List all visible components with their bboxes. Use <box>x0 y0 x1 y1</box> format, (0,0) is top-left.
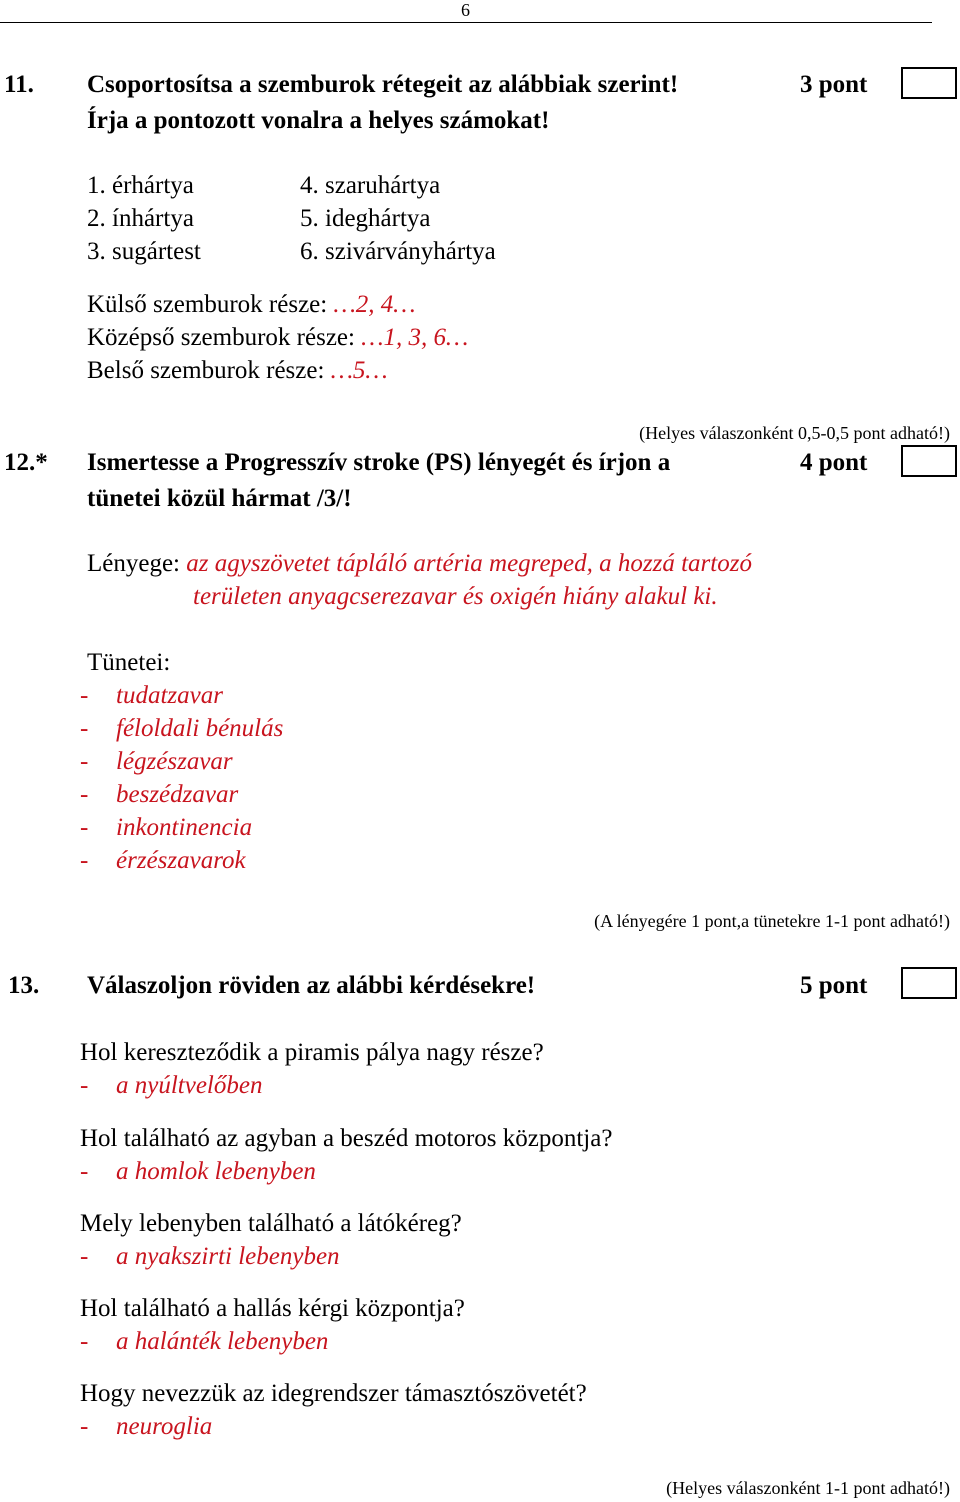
q12-essence <box>87 549 752 579</box>
q12-points: 4 pont <box>800 449 868 476</box>
q11-item-4: 4. szaruhártya <box>300 172 441 199</box>
q11-title-line2: Írja a pontozott vonalra a helyes számokat! <box>87 107 550 134</box>
q12-title-line2: tünetei közül hármat /3/! <box>87 485 352 512</box>
q13-answer-text: a nyúltvelőben <box>116 1072 263 1099</box>
q11-answer-middle-value[interactable]: …1, 3, 6… <box>361 324 469 351</box>
q13-question: Mely lebenyben található a látókéreg? <box>80 1210 462 1237</box>
q11-answer-outer-label: Külső szemburok része: <box>87 291 328 318</box>
q11-title: Csoportosítsa a szemburok rétegeit az alábbiak szerint! <box>87 71 679 98</box>
q13-answer-text: neuroglia <box>116 1413 213 1440</box>
q11-answer-middle <box>87 323 468 353</box>
page-number: 6 <box>461 0 470 20</box>
list-dash: - <box>80 1413 89 1440</box>
header-rule <box>0 22 932 23</box>
q11-points: 3 pont <box>800 71 868 98</box>
q12-symptom-text: inkontinencia <box>116 814 253 841</box>
q12-score-box[interactable] <box>901 445 957 477</box>
q11-answer-inner-label: Belső szemburok része: <box>87 357 325 384</box>
q11-answer-outer-value[interactable]: …2, 4… <box>333 291 416 318</box>
q11-item-1: 1. érhártya <box>87 172 194 199</box>
q13-score-box[interactable] <box>901 967 957 999</box>
q12-symptom-item[interactable] <box>80 846 246 876</box>
q11-item-6: 6. szivárványhártya <box>300 238 496 265</box>
q12-symptom-text: érzészavarok <box>116 847 246 874</box>
q11-answer-inner-value[interactable]: …5… <box>330 357 388 384</box>
q13-answer-text: a homlok lebenyben <box>116 1158 316 1185</box>
list-dash: - <box>80 1158 89 1185</box>
q11-scoring-note: (Helyes válaszonként 0,5-0,5 pont adható!) <box>639 423 950 443</box>
q13-answer[interactable] <box>80 1071 262 1101</box>
list-dash: - <box>80 715 89 742</box>
list-dash: - <box>80 781 89 808</box>
q12-symptom-item[interactable] <box>80 681 223 711</box>
q12-symptom-text: féloldali bénulás <box>116 715 284 742</box>
q12-number: 12.* <box>4 449 48 476</box>
q13-question: Hol található a hallás kérgi központja? <box>80 1295 465 1322</box>
q11-item-5: 5. ideghártya <box>300 205 431 232</box>
q11-score-box[interactable] <box>901 67 957 99</box>
q12-title: Ismertesse a Progresszív stroke (PS) lényegét és írjon a <box>87 449 671 476</box>
q12-essence-answer-line1[interactable]: az agyszövetet tápláló artéria megreped, a hozzá tartozó <box>186 550 752 577</box>
q13-answer[interactable] <box>80 1242 340 1272</box>
list-dash: - <box>80 1072 89 1099</box>
q12-symptom-text: légzészavar <box>116 748 233 775</box>
list-dash: - <box>80 1328 89 1355</box>
q13-answer[interactable] <box>80 1157 316 1187</box>
q12-essence-answer-line2[interactable]: területen anyagcserezavar és oxigén hiány alakul ki. <box>193 583 718 610</box>
q12-symptom-text: beszédzavar <box>116 781 239 808</box>
q12-essence-label: Lényege: <box>87 550 181 577</box>
q13-title: Válaszoljon röviden az alábbi kérdésekre! <box>87 972 536 999</box>
q12-symptom-text: tudatzavar <box>116 682 223 709</box>
list-dash: - <box>80 682 89 709</box>
list-dash: - <box>80 814 89 841</box>
q11-answer-outer <box>87 290 415 320</box>
q12-symptom-item[interactable] <box>80 813 252 843</box>
q13-question: Hol található az agyban a beszéd motoros központja? <box>80 1125 613 1152</box>
q11-item-2: 2. ínhártya <box>87 205 194 232</box>
q11-number: 11. <box>4 71 34 98</box>
q12-symptom-item[interactable] <box>80 714 283 744</box>
q11-item-3: 3. sugártest <box>87 238 201 265</box>
q12-scoring-note: (A lényegére 1 pont,a tünetekre 1-1 pont adható!) <box>594 911 950 931</box>
q13-question: Hol kereszteződik a piramis pálya nagy része? <box>80 1039 544 1066</box>
q13-answer-text: a nyakszirti lebenyben <box>116 1243 340 1270</box>
list-dash: - <box>80 847 89 874</box>
q13-answer[interactable] <box>80 1327 328 1357</box>
q13-answer[interactable] <box>80 1412 212 1442</box>
q11-answer-inner <box>87 356 388 386</box>
q13-scoring-note: (Helyes válaszonként 1-1 pont adható!) <box>666 1478 950 1498</box>
q13-question: Hogy nevezzük az idegrendszer támasztószövetét? <box>80 1380 587 1407</box>
q13-number: 13. <box>8 972 40 999</box>
list-dash: - <box>80 1243 89 1270</box>
q13-answer-text: a halánték lebenyben <box>116 1328 329 1355</box>
q12-symptoms-label: Tünetei: <box>87 649 171 676</box>
q11-answer-middle-label: Középső szemburok része: <box>87 324 355 351</box>
list-dash: - <box>80 748 89 775</box>
q13-points: 5 pont <box>800 972 868 999</box>
q12-symptom-item[interactable] <box>80 780 238 810</box>
q12-symptom-item[interactable] <box>80 747 233 777</box>
